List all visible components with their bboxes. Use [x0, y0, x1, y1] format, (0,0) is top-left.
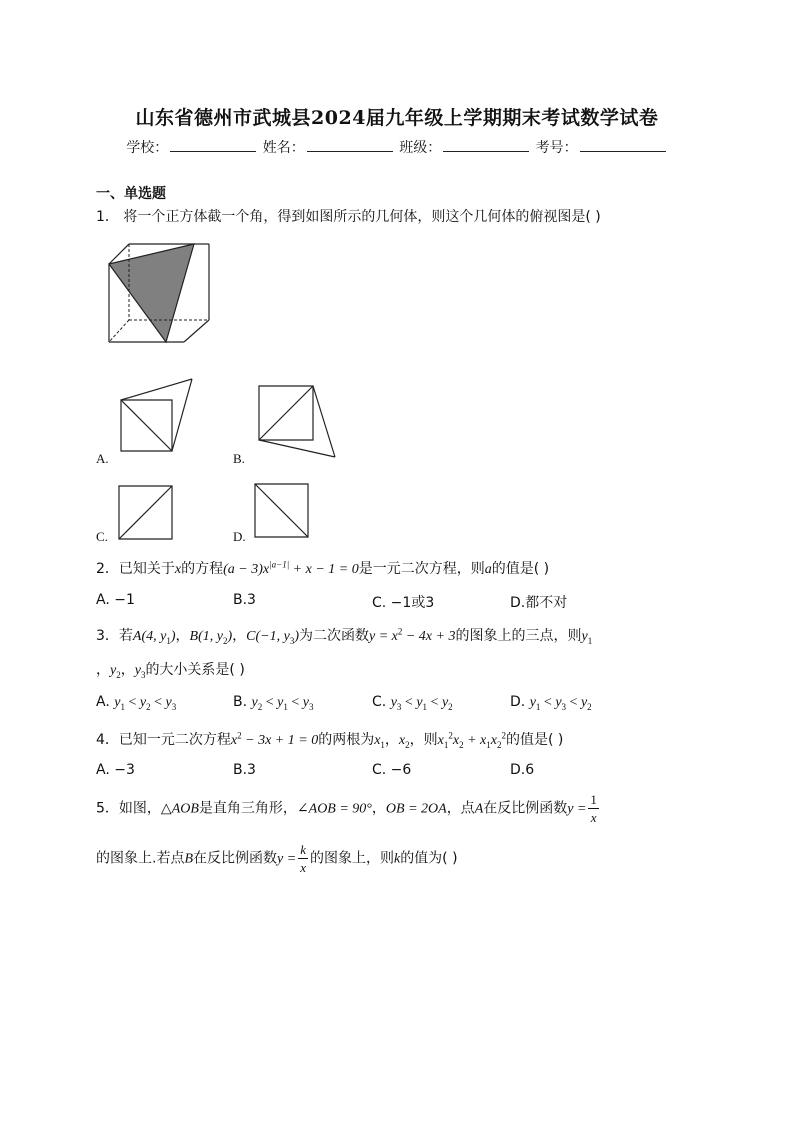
question-1: 1． 将一个正方体截一个角，得到如图所示的几何体，则这个几何体的俯视图是( ) — [96, 209, 601, 225]
class-label: 班级： — [399, 140, 442, 156]
option-3d[interactable]: D. $y_1 < y_3 < y_2$ — [510, 694, 592, 712]
class-blank[interactable] — [443, 139, 529, 152]
number-blank[interactable] — [580, 139, 666, 152]
question-3-line2: ，$y_2$，$y_3$的大小关系是( ) — [96, 662, 245, 680]
fraction-1-over-x: $\frac{1}{x}$ — [590, 792, 597, 825]
option-1c[interactable]: C. — [96, 529, 108, 544]
cube-cut-figure — [106, 240, 216, 345]
section-title: 一、单选题 — [96, 186, 166, 202]
name-label: 姓名： — [262, 140, 305, 156]
question-4: 4．已知一元二次方程$x^2 - 3x + 1 = 0$的两根为$x_1$，$x_2$，则$x_1^2x_2 + x_1x_2^2$的值是( ) — [96, 730, 564, 750]
question-2: 2．已知关于x的方程$(a - 3)x^{|a-1|} + x - 1 = 0$是一元二次方程，则a的值是( ) — [96, 559, 550, 577]
page-title: 山东省德州市武城县2024届九年级上学期期末考试数学试卷 — [135, 107, 659, 129]
name-blank[interactable] — [307, 139, 393, 152]
option-2d[interactable]: D.都不对 — [510, 595, 568, 611]
fraction-k-over-x: $\frac{k}{x}$ — [300, 842, 306, 875]
option-4c[interactable]: C. −6 — [372, 762, 412, 778]
question-5: 5．如图，△AOB是直角三角形，∠AOB = 90°，OB = 2OA，点A在反比例函数y = $\frac{1}{x}$ — [96, 792, 597, 825]
number-label: 考号： — [535, 140, 578, 156]
option-4d[interactable]: D.6 — [510, 762, 535, 778]
option-2b[interactable]: B.3 — [233, 592, 256, 608]
option-1a[interactable]: A. — [96, 451, 109, 466]
student-info-row — [0, 137, 794, 157]
school-label: 学校： — [126, 140, 169, 156]
option-b-figure — [258, 385, 338, 460]
option-3a[interactable]: A. $y_1 < y_2 < y_3$ — [96, 694, 177, 712]
option-3c[interactable]: C. $y_3 < y_1 < y_2$ — [372, 694, 453, 712]
school-blank[interactable] — [170, 139, 256, 152]
option-1b[interactable]: B. — [233, 451, 245, 466]
option-4a[interactable]: A. −3 — [96, 762, 135, 778]
option-4b[interactable]: B.3 — [233, 762, 256, 778]
option-1d[interactable]: D. — [233, 529, 246, 544]
question-5-line2: 的图象上.若点B在反比例函数y = $\frac{k}{x}$ 的图象上，则k的值为( ) — [96, 842, 458, 875]
option-2c[interactable]: C. −1或3 — [372, 595, 435, 611]
option-d-figure — [254, 483, 310, 539]
question-3: 3．若A(4, $y_1$)，B(1, $y_2$)，C(−1, $y_3$)为二次函数$y = x^2 - 4x + 3$的图象上的三点，则$y_1$ — [96, 626, 593, 646]
option-a-figure — [120, 378, 195, 456]
option-c-figure — [118, 485, 174, 541]
option-2a[interactable]: A. −1 — [96, 592, 135, 608]
option-3b[interactable]: B. $y_2 < y_1 < y_3$ — [233, 694, 314, 712]
